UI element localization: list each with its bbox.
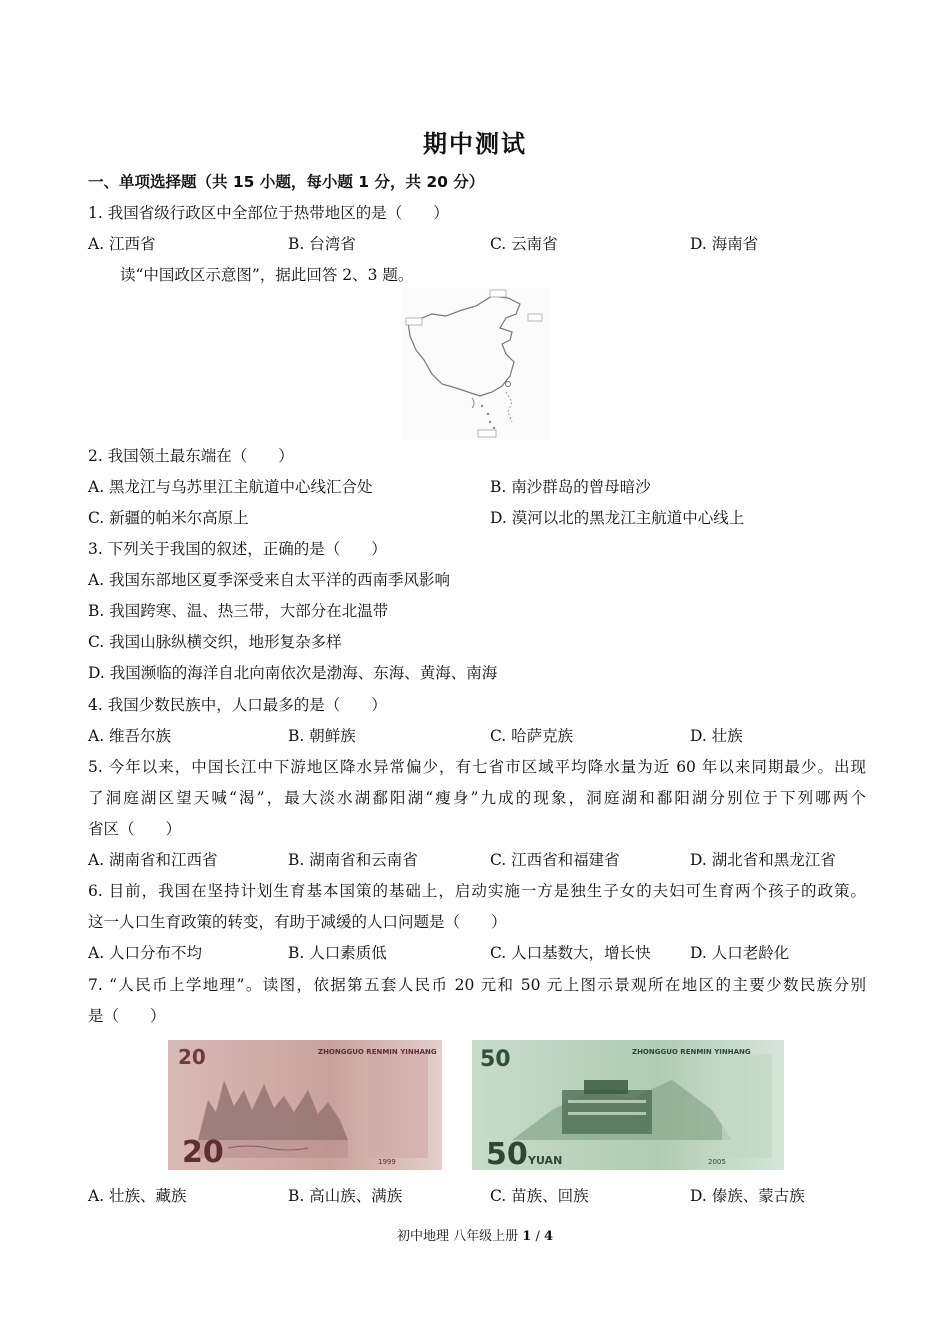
page-title: 期中测试	[423, 130, 527, 158]
note50-year: 2005	[708, 1158, 726, 1166]
q2-option-c[interactable]: C. 新疆的帕米尔高原上	[88, 509, 249, 527]
q4-option-c[interactable]: C. 哈萨克族	[490, 727, 574, 745]
question-6-stem-line-1: 6. 目前，我国在坚持计划生育基本国策的基础上，启动实施一方是独生子女的夫妇可生育两个孩子的政策。	[88, 882, 866, 900]
q3-option-d[interactable]: D. 我国濒临的海洋自北向南依次是渤海、东海、黄海、南海	[88, 664, 498, 682]
q5-option-c[interactable]: C. 江西省和福建省	[490, 851, 620, 869]
q3-option-b[interactable]: B. 我国跨寒、温、热三带，大部分在北温带	[88, 602, 389, 620]
footer-text: 初中地理 八年级上册	[396, 1229, 519, 1244]
q7-option-b[interactable]: B. 高山族、满族	[288, 1187, 403, 1205]
q7-option-c[interactable]: C. 苗族、回族	[490, 1187, 589, 1205]
question-5-stem-line-1: 5. 今年以来，中国长江中下游地区降水异常偏少，有七省市区域平均降水量为近 60 年以来同期最少。出现	[88, 758, 866, 776]
rmb-50-banknote-image	[472, 1040, 784, 1170]
rmb-20-banknote-image	[168, 1040, 442, 1170]
q1-option-a[interactable]: A. 江西省	[88, 235, 156, 253]
page-footer	[0, 1228, 950, 1246]
q2-option-a[interactable]: A. 黑龙江与乌苏里江主航道中心线汇合处	[88, 478, 373, 496]
q3-option-a[interactable]: A. 我国东部地区夏季深受来自太平洋的西南季风影响	[88, 571, 451, 589]
q1-option-c[interactable]: C. 云南省	[490, 235, 558, 253]
note20-header: ZHONGGUO RENMIN YINHANG	[318, 1048, 437, 1056]
note50-bottom-denomination: 50	[486, 1137, 528, 1170]
q5-option-d[interactable]: D. 湖北省和黑龙江省	[690, 851, 836, 869]
q7-option-d[interactable]: D. 傣族、蒙古族	[690, 1187, 805, 1205]
section-heading: 一、单项选择题（共 15 小题，每小题 1 分，共 20 分）	[88, 173, 485, 191]
footer-separator: /	[535, 1229, 540, 1244]
q5-option-a[interactable]: A. 湖南省和江西省	[88, 851, 218, 869]
question-5-stem-line-3: 省区（ ）	[88, 820, 182, 838]
q2-option-d[interactable]: D. 漠河以北的黑龙江主航道中心线上	[490, 509, 745, 527]
question-7-stem-line-2: 是（ ）	[88, 1007, 166, 1025]
q6-option-b[interactable]: B. 人口素质低	[288, 944, 387, 962]
q4-option-b[interactable]: B. 朝鲜族	[288, 727, 356, 745]
q4-option-a[interactable]: A. 维吾尔族	[88, 727, 172, 745]
question-5-stem-line-2: 了洞庭湖区望天喊“渴”，最大淡水湖鄱阳湖“瘦身”九成的现象，洞庭湖和鄱阳湖分别位于下列哪两个	[88, 789, 866, 807]
question-3-stem: 3. 下列关于我国的叙述，正确的是（ ）	[88, 540, 387, 558]
question-4-stem: 4. 我国少数民族中，人口最多的是（ ）	[88, 696, 387, 714]
question-7-stem-line-1: 7. “人民币上学地理”。读图，依据第五套人民币 20 元和 50 元上图示景观所在地区的主要少数民族分别	[88, 976, 866, 994]
q2-option-b[interactable]: B. 南沙群岛的曾母暗沙	[490, 478, 651, 496]
q1-option-d[interactable]: D. 海南省	[690, 235, 759, 253]
map-instruction: 读“中国政区示意图”，据此回答 2、3 题。	[120, 266, 414, 284]
q5-option-b[interactable]: B. 湖南省和云南省	[288, 851, 418, 869]
q1-option-b[interactable]: B. 台湾省	[288, 235, 356, 253]
question-1-stem: 1. 我国省级行政区中全部位于热带地区的是（ ）	[88, 204, 449, 222]
q3-option-c[interactable]: C. 我国山脉纵横交织，地形复杂多样	[88, 633, 342, 651]
note20-big-denomination: 20	[178, 1045, 206, 1069]
china-political-map	[402, 288, 550, 440]
q4-option-d[interactable]: D. 壮族	[690, 727, 743, 745]
note50-big-denomination: 50	[480, 1047, 511, 1072]
question-2-stem: 2. 我国领土最东端在（ ）	[88, 447, 294, 465]
note20-small-denomination: 20	[182, 1135, 224, 1170]
note20-year: 1999	[378, 1158, 396, 1166]
footer-page-number: 1	[522, 1229, 532, 1244]
note50-yuan-label: YUAN	[528, 1154, 563, 1167]
footer-total-pages: 4	[543, 1229, 554, 1244]
note50-header: ZHONGGUO RENMIN YINHANG	[632, 1048, 751, 1056]
question-6-stem-line-2: 这一人口生育政策的转变，有助于减缓的人口问题是（ ）	[88, 913, 507, 931]
q6-option-c[interactable]: C. 人口基数大，增长快	[490, 944, 651, 962]
q7-option-a[interactable]: A. 壮族、藏族	[88, 1187, 187, 1205]
q6-option-d[interactable]: D. 人口老龄化	[690, 944, 790, 962]
q6-option-a[interactable]: A. 人口分布不均	[88, 944, 203, 962]
